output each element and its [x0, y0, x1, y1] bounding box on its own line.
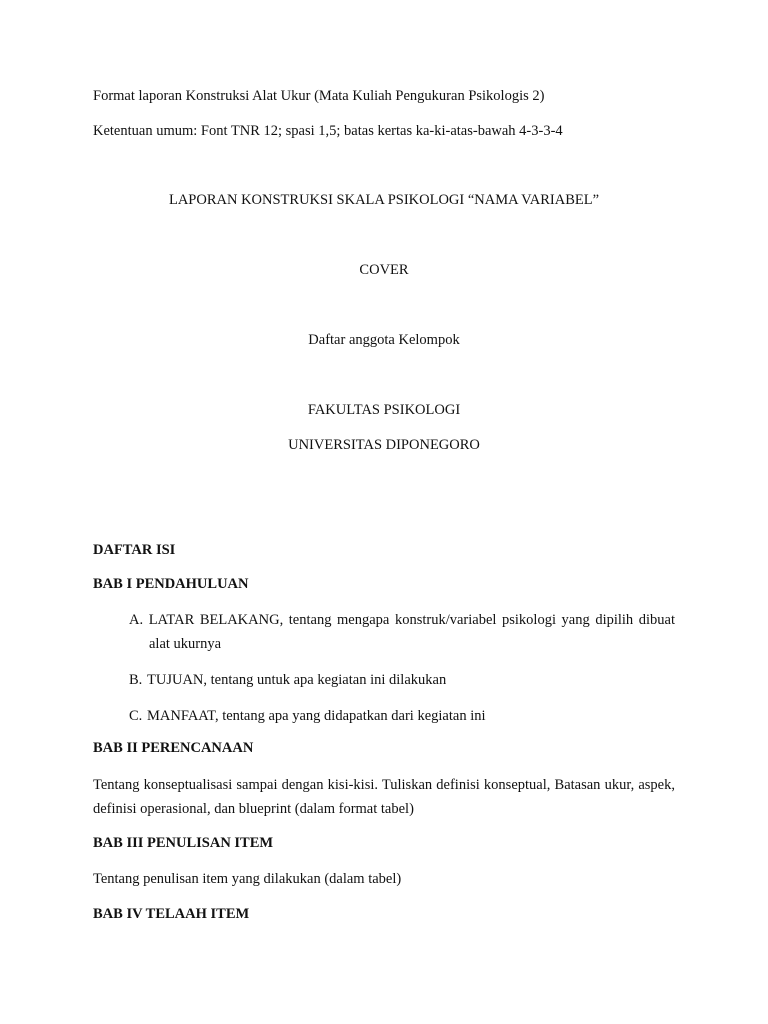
bab2-title: BAB II PERENCANAAN — [93, 740, 254, 756]
rules-line: Ketentuan umum: Font TNR 12; spasi 1,5; batas kertas ka-ki-atas-bawah 4-3-3-4 — [93, 123, 563, 139]
members-label: Daftar anggota Kelompok — [308, 332, 460, 348]
cover-label: COVER — [359, 262, 409, 278]
list-marker: A. — [129, 612, 144, 628]
toc-heading: DAFTAR ISI — [93, 542, 176, 558]
university-name: UNIVERSITAS DIPONEGORO — [288, 437, 480, 453]
bab3-title: BAB III PENULISAN ITEM — [93, 835, 274, 851]
list-marker: C. — [129, 708, 143, 724]
list-text: TUJUAN, tentang untuk apa kegiatan ini dilakukan — [147, 672, 447, 688]
list-text: LATAR BELAKANG, tentang mengapa konstruk/variabel psikologi yang dipilih dibuat alat ukurnya — [148, 612, 675, 652]
list-text: MANFAAT, tentang apa yang didapatkan dari kegiatan ini — [147, 708, 486, 724]
bab1-title: BAB I PENDAHULUAN — [93, 576, 249, 592]
list-marker: B. — [129, 672, 143, 688]
bab3-description: Tentang penulisan item yang dilakukan (dalam tabel) — [93, 871, 402, 887]
faculty-name: FAKULTAS PSIKOLOGI — [307, 402, 461, 418]
bab2-description: Tentang konseptualisasi sampai dengan kisi-kisi. Tuliskan definisi konseptual, Batasan ukur, aspek, definisi operasional, dan blueprint (dalam format tabel) — [93, 777, 675, 817]
list-item-c — [129, 704, 675, 728]
format-line: Format laporan Konstruksi Alat Ukur (Mata Kuliah Pengukuran Psikologis 2) — [93, 88, 545, 104]
report-title: LAPORAN KONSTRUKSI SKALA PSIKOLOGI “NAMA VARIABEL” — [168, 192, 600, 208]
list-item-b — [129, 668, 675, 692]
list-item-a — [129, 608, 675, 656]
bab4-title: BAB IV TELAAH ITEM — [93, 906, 250, 922]
